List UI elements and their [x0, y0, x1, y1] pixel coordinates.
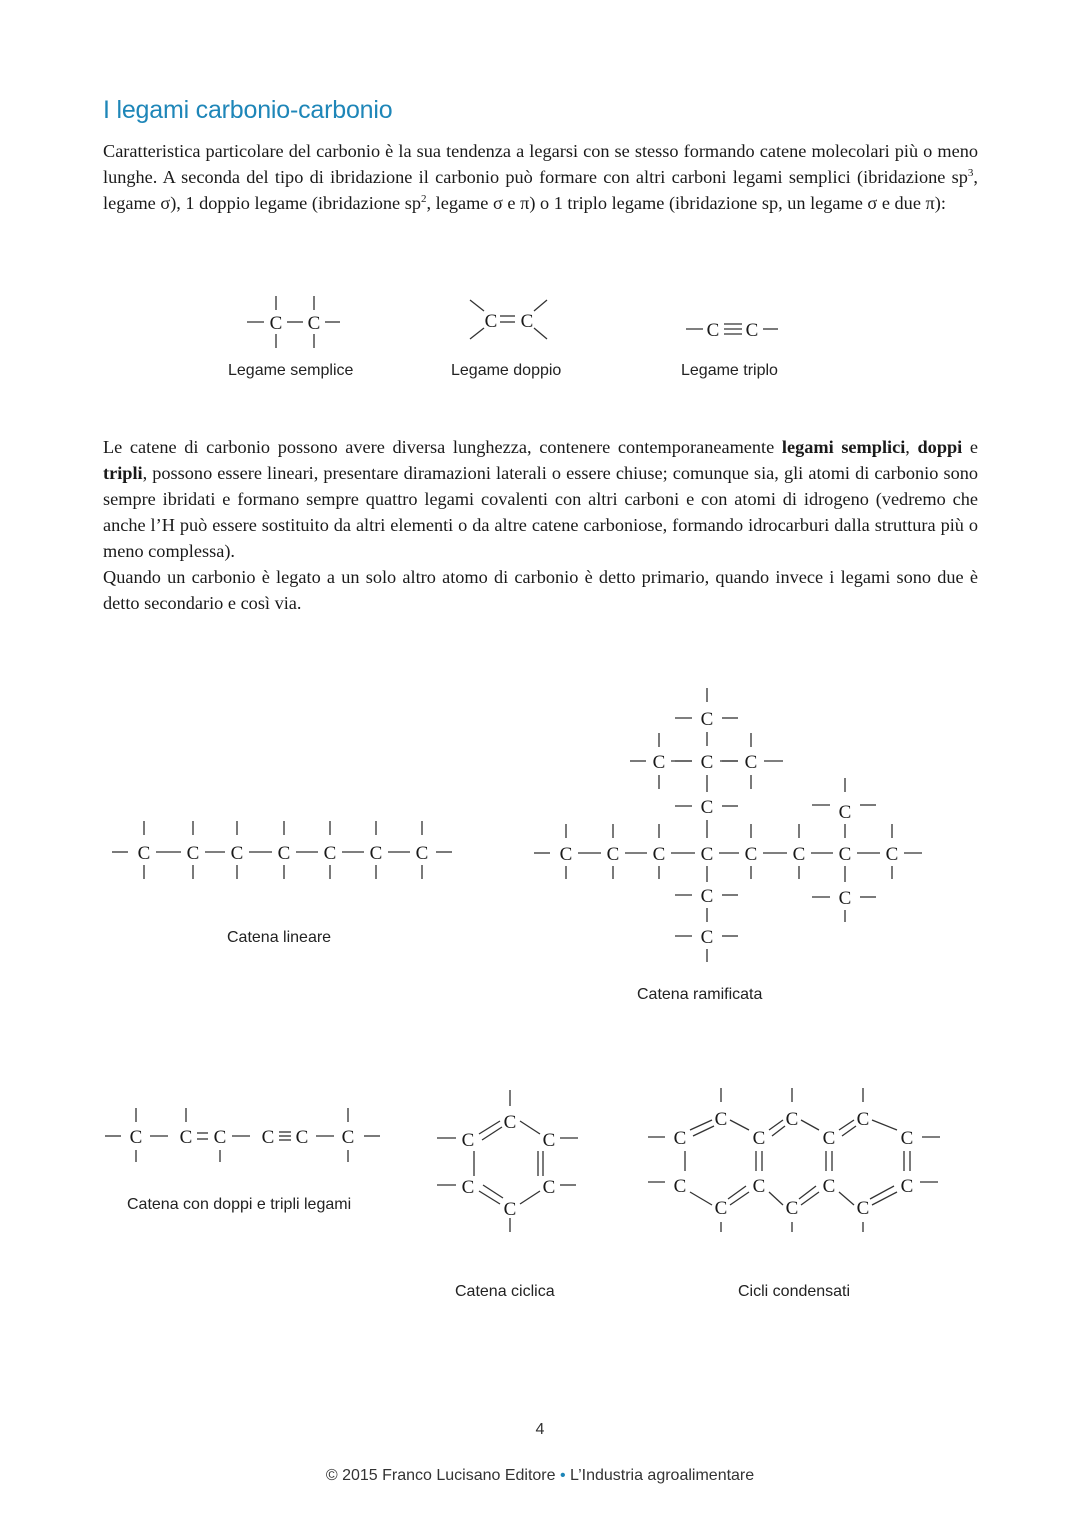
classification-paragraph: Quando un carbonio è legato a un solo altro atomo di carbonio è detto primario, quando invece i legami sono due è detto secondario e così via.: [103, 567, 978, 613]
carbon-atom: C: [652, 752, 666, 773]
carbon-atom: C: [230, 843, 244, 864]
carbon-atom: C: [700, 844, 714, 865]
cyclic-chain-structure: [437, 1090, 578, 1232]
carbon-atom: C: [838, 888, 852, 909]
carbon-atom: C: [461, 1177, 475, 1198]
caption-triple-bond: Legame triplo: [681, 362, 778, 379]
carbon-atom: C: [838, 802, 852, 823]
carbon-atom: C: [856, 1109, 870, 1130]
carbon-atom: C: [752, 1128, 766, 1149]
carbon-atom: C: [885, 844, 899, 865]
carbon-atom: C: [673, 1128, 687, 1149]
caption-cyclic-chain: Catena ciclica: [455, 1283, 555, 1300]
chains-paragraph: Le catene di carbonio possono avere diversa lunghezza, contenere contemporaneamente legami semplici, doppi e tripli, possono essere lineari, presentare diramazioni laterali o essere chiuse; comunque sia, gli atomi di carbonio sono sempre ibridati e formano sempre quattro legami covalenti con altri carboni e con atomi di idrogeno (vedremo che anche l’H può essere sostituito da altri elementi o da altre catene carboniose, formando idrocarburi dalla struttura più o meno complessa).: [103, 437, 979, 561]
carbon-atom: C: [277, 843, 291, 864]
carbon-atom: C: [700, 927, 714, 948]
caption-single-bond: Legame semplice: [228, 362, 354, 379]
single-bond-structure: [247, 296, 340, 348]
carbon-atom: C: [673, 1176, 687, 1197]
carbon-atom: C: [900, 1176, 914, 1197]
branched-chain-structure: [534, 688, 922, 962]
carbon-atom: C: [269, 313, 283, 334]
caption-fused-rings: Cicli condensati: [738, 1283, 851, 1300]
mixed-chain-structure: [105, 1108, 380, 1162]
carbon-atom: C: [542, 1130, 556, 1151]
carbon-atom: C: [706, 320, 720, 341]
caption-linear-chain: Catena lineare: [227, 929, 332, 946]
carbon-atom: C: [792, 844, 806, 865]
carbon-atom: C: [369, 843, 383, 864]
carbon-atom: C: [856, 1198, 870, 1219]
footer: © 2015 Franco Lucisano Editore • L’Industria agroalimentare: [325, 1467, 755, 1484]
carbon-atom: C: [822, 1128, 836, 1149]
page-number: 4: [535, 1421, 545, 1438]
carbon-atom: C: [307, 313, 321, 334]
carbon-atom: C: [520, 311, 534, 332]
carbon-atom: C: [745, 320, 759, 341]
linear-chain-structure: [112, 821, 452, 879]
carbon-atom: C: [822, 1176, 836, 1197]
carbon-atom: C: [652, 844, 666, 865]
carbon-atom: C: [341, 1127, 355, 1148]
caption-branched-chain: Catena ramificata: [637, 986, 763, 1003]
carbon-atom: C: [700, 709, 714, 730]
carbon-atom: C: [785, 1109, 799, 1130]
carbon-atom: C: [700, 797, 714, 818]
carbon-atom: C: [752, 1176, 766, 1197]
carbon-atom: C: [542, 1177, 556, 1198]
carbon-atom: C: [186, 843, 200, 864]
carbon-atom: C: [900, 1128, 914, 1149]
carbon-atom: C: [484, 311, 498, 332]
carbon-atom: C: [503, 1112, 517, 1133]
carbon-atom: C: [744, 752, 758, 773]
carbon-atom: C: [137, 843, 151, 864]
carbon-atom: C: [606, 844, 620, 865]
carbon-atom: C: [700, 886, 714, 907]
carbon-atom: C: [503, 1199, 517, 1220]
carbon-atom: C: [714, 1198, 728, 1219]
fused-rings-structure: [648, 1088, 940, 1232]
carbon-atom: C: [838, 844, 852, 865]
carbon-atom: C: [295, 1127, 309, 1148]
triple-bond-structure: [686, 320, 778, 341]
caption-mixed-chain: Catena con doppi e tripli legami: [127, 1196, 352, 1213]
double-bond-structure: [470, 300, 547, 339]
carbon-atom: C: [129, 1127, 143, 1148]
carbon-atom: C: [461, 1130, 475, 1151]
caption-double-bond: Legame doppio: [451, 362, 562, 379]
carbon-atom: C: [261, 1127, 275, 1148]
carbon-atom: C: [213, 1127, 227, 1148]
carbon-atom: C: [714, 1109, 728, 1130]
carbon-atom: C: [179, 1127, 193, 1148]
carbon-atom: C: [785, 1198, 799, 1219]
carbon-atom: C: [559, 844, 573, 865]
carbon-atom: C: [415, 843, 429, 864]
intro-paragraph: Caratteristica particolare del carbonio è la sua tendenza a legarsi con se stesso formando catene molecolari più o meno lunghe. A seconda del tipo di ibridazione il carbonio può formare con altri carboni legami semplici (ibridazione $sp^3$, legame σ), 1 doppio legame (ibridazione $sp^2$, legame σ e π) o 1 triplo legame (ibridazione sp, un legame σ e due π):: [103, 141, 978, 213]
carbon-atom: C: [744, 844, 758, 865]
carbon-atom: C: [323, 843, 337, 864]
section-title: I legami carbonio-carbonio: [103, 96, 393, 124]
carbon-atom: C: [700, 752, 714, 773]
